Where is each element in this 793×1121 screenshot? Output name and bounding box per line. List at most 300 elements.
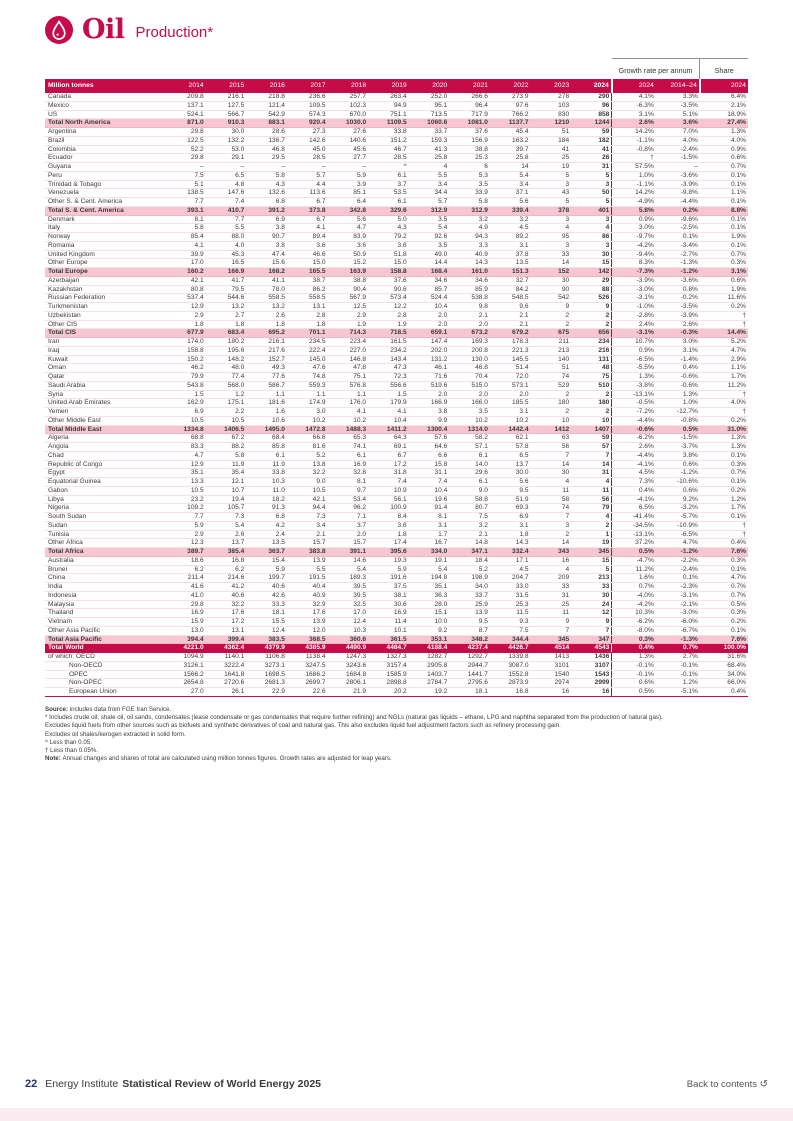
value-cell: 2 bbox=[531, 311, 572, 320]
value-cell: 11 bbox=[531, 486, 572, 495]
value-cell: 130.0 bbox=[449, 355, 490, 364]
row-label: Romania bbox=[45, 241, 165, 250]
table-row bbox=[45, 198, 748, 207]
share-cell: 2.9% bbox=[700, 355, 748, 364]
value-cell: 213 bbox=[531, 346, 572, 355]
growth-cell: 7.0% bbox=[656, 128, 700, 137]
value-cell: 542.9 bbox=[246, 110, 287, 119]
value-cell: 1210 bbox=[531, 119, 572, 128]
value-cell: 2.0 bbox=[449, 390, 490, 399]
value-cell: 5.6 bbox=[490, 198, 531, 207]
value-cell: 227.0 bbox=[328, 346, 369, 355]
value-cell: 394.4 bbox=[165, 635, 206, 644]
value-cell: 6.9 bbox=[165, 408, 206, 417]
value-cell: 1334.8 bbox=[165, 425, 206, 434]
value-cell: 3.2 bbox=[449, 521, 490, 530]
value-cell: 1413 bbox=[531, 653, 572, 662]
value-cell: 4379.9 bbox=[246, 644, 287, 653]
row-label: Venezuela bbox=[45, 189, 165, 198]
row-label: Peru bbox=[45, 171, 165, 180]
row-label: Yemen bbox=[45, 408, 165, 417]
value-cell: 41 bbox=[531, 145, 572, 154]
value-cell: 17.2 bbox=[368, 460, 409, 469]
value-cell: 9.5 bbox=[490, 486, 531, 495]
value-cell: 252.0 bbox=[409, 93, 450, 102]
value-cell: 27.3 bbox=[287, 128, 328, 137]
footnotes bbox=[45, 706, 750, 763]
value-cell: 17.1 bbox=[490, 556, 531, 565]
growth-cell: 0.2% bbox=[656, 206, 700, 215]
share-cell: 14.4% bbox=[700, 329, 748, 338]
growth-cell: -4.7% bbox=[612, 556, 656, 565]
value-cell: 45.0 bbox=[287, 145, 328, 154]
value-cell: 66.6 bbox=[287, 434, 328, 443]
share-cell: 1.1% bbox=[700, 364, 748, 373]
value-cell: 15.0 bbox=[287, 259, 328, 268]
value-cell: 2.0 bbox=[328, 530, 369, 539]
value-cell: 9.9 bbox=[409, 416, 450, 425]
value-cell: 766.2 bbox=[490, 110, 531, 119]
value-cell: 10.2 bbox=[287, 416, 328, 425]
value-cell: 28.5 bbox=[287, 154, 328, 163]
growth-cell: 1.3% bbox=[656, 390, 700, 399]
value-cell: 158.8 bbox=[368, 268, 409, 277]
value-cell: 78.0 bbox=[246, 285, 287, 294]
table-row bbox=[45, 574, 748, 583]
value-cell: 29.8 bbox=[165, 154, 206, 163]
value-cell: 659.1 bbox=[409, 329, 450, 338]
growth-cell: -3.6% bbox=[656, 276, 700, 285]
value-cell: 35.4 bbox=[206, 469, 247, 478]
value-cell: 329.6 bbox=[368, 206, 409, 215]
value-cell: 85.7 bbox=[409, 285, 450, 294]
value-cell: 2806.1 bbox=[328, 679, 369, 688]
value-cell: 2 bbox=[571, 320, 612, 329]
row-label: Mexico bbox=[45, 101, 165, 110]
value-cell: 4 bbox=[571, 513, 612, 522]
share-cell: 0.2% bbox=[700, 618, 748, 627]
growth-cell: 0.5% bbox=[656, 425, 700, 434]
growth-cell: 0.6% bbox=[612, 679, 656, 688]
value-cell: 94.3 bbox=[449, 233, 490, 242]
growth-cell: 37.2% bbox=[612, 539, 656, 548]
value-cell: 3.3 bbox=[449, 241, 490, 250]
value-cell: 1684.8 bbox=[328, 670, 369, 679]
value-cell: 180 bbox=[531, 399, 572, 408]
value-cell: 3.6 bbox=[328, 241, 369, 250]
value-cell: 4 bbox=[571, 478, 612, 487]
value-cell: 10.2 bbox=[328, 416, 369, 425]
value-cell: 131 bbox=[571, 355, 612, 364]
value-cell: 85.8 bbox=[246, 443, 287, 452]
footnote-line: † Less than 0.05%. bbox=[45, 747, 98, 755]
value-cell: 401 bbox=[571, 206, 612, 215]
share-cell: 0.1% bbox=[700, 224, 748, 233]
value-cell: 96.4 bbox=[449, 101, 490, 110]
growth-cell: -0.8% bbox=[656, 416, 700, 425]
value-cell: 34.4 bbox=[409, 189, 450, 198]
value-cell: 548.5 bbox=[490, 294, 531, 303]
value-cell: 19.1 bbox=[409, 556, 450, 565]
share-cell: 4.0% bbox=[700, 399, 748, 408]
value-cell: 6.8 bbox=[246, 198, 287, 207]
growth-cell: -1.5% bbox=[656, 154, 700, 163]
value-cell: 10.2 bbox=[490, 416, 531, 425]
value-cell: 35.1 bbox=[165, 469, 206, 478]
table-row bbox=[45, 128, 748, 137]
value-cell: 216 bbox=[571, 346, 612, 355]
value-cell: 3.4 bbox=[287, 521, 328, 530]
value-cell: 9 bbox=[531, 618, 572, 627]
growth-cell: -4.1% bbox=[612, 460, 656, 469]
growth-cell: -1.2% bbox=[656, 268, 700, 277]
share-cell: 5.2% bbox=[700, 338, 748, 347]
growth-cell: -3.4% bbox=[656, 241, 700, 250]
value-cell: 41.7 bbox=[206, 276, 247, 285]
value-cell: 13.9 bbox=[287, 556, 328, 565]
share-cell: † bbox=[700, 521, 748, 530]
value-cell: 14.4 bbox=[409, 259, 450, 268]
value-cell: 3243.6 bbox=[328, 661, 369, 670]
growth-cell: -0.1% bbox=[612, 670, 656, 679]
row-label: Italy bbox=[45, 224, 165, 233]
table-row bbox=[45, 679, 748, 688]
value-cell: 209 bbox=[531, 574, 572, 583]
value-cell: 1436 bbox=[571, 653, 612, 662]
value-cell: 51 bbox=[531, 128, 572, 137]
value-cell: 12.9 bbox=[165, 460, 206, 469]
growth-cell: 7.3% bbox=[612, 478, 656, 487]
value-cell: 12.3 bbox=[165, 539, 206, 548]
regional-total-row bbox=[45, 548, 748, 557]
growth-cell: -9.4% bbox=[612, 250, 656, 259]
value-cell: 6.7 bbox=[287, 198, 328, 207]
value-cell: 345 bbox=[571, 548, 612, 557]
value-cell: 1.1 bbox=[287, 390, 328, 399]
value-cell: 10.9 bbox=[368, 486, 409, 495]
growth-cell: 4.0% bbox=[656, 136, 700, 145]
value-cell: 1282.7 bbox=[409, 653, 450, 662]
year-column-header: 2014 bbox=[165, 79, 206, 93]
table-row bbox=[45, 399, 748, 408]
growth-cell: 0.5% bbox=[612, 688, 656, 697]
value-cell: 17.2 bbox=[206, 618, 247, 627]
value-cell: 3273.1 bbox=[246, 661, 287, 670]
value-cell: 216.1 bbox=[206, 93, 247, 102]
value-cell: 84.2 bbox=[490, 285, 531, 294]
growth-cell: 0.6% bbox=[656, 460, 700, 469]
value-cell: 363.7 bbox=[246, 548, 287, 557]
growth-cell: 4.1% bbox=[612, 93, 656, 102]
value-cell: 5 bbox=[531, 198, 572, 207]
table-row bbox=[45, 653, 748, 662]
page-number: 22 bbox=[25, 1078, 38, 1090]
growth-cell: -3.1% bbox=[612, 294, 656, 303]
growth-cell: 3.8% bbox=[656, 451, 700, 460]
table-row bbox=[45, 600, 748, 609]
value-cell: 57.6 bbox=[409, 434, 450, 443]
value-cell: 2 bbox=[571, 390, 612, 399]
value-cell: 25.8 bbox=[490, 154, 531, 163]
share-cell: 0.4% bbox=[700, 688, 748, 697]
share-cell: 0.4% bbox=[700, 539, 748, 548]
value-cell: 5.2 bbox=[287, 451, 328, 460]
growth-cell: 1.0% bbox=[656, 399, 700, 408]
value-cell: 2905.8 bbox=[409, 661, 450, 670]
row-label: Other CIS bbox=[45, 320, 165, 329]
growth-cell: -1.3% bbox=[656, 635, 700, 644]
growth-cell: 0.4% bbox=[612, 644, 656, 653]
row-label: Tunisia bbox=[45, 530, 165, 539]
value-cell: 25.9 bbox=[449, 600, 490, 609]
value-cell: 2.1 bbox=[449, 530, 490, 539]
value-cell: 16.9 bbox=[328, 460, 369, 469]
growth-cell: 0.9% bbox=[612, 346, 656, 355]
table-row bbox=[45, 145, 748, 154]
value-cell: 33.8 bbox=[246, 469, 287, 478]
value-cell: 3.4 bbox=[409, 180, 450, 189]
value-cell: 524.4 bbox=[409, 294, 450, 303]
value-cell: 198.9 bbox=[449, 574, 490, 583]
value-cell: 1411.2 bbox=[368, 425, 409, 434]
table-row bbox=[45, 390, 748, 399]
value-cell: 4.7 bbox=[165, 451, 206, 460]
value-cell: 204.7 bbox=[490, 574, 531, 583]
value-cell: 1.1 bbox=[328, 390, 369, 399]
value-cell: 85.1 bbox=[328, 189, 369, 198]
value-cell: 16 bbox=[531, 688, 572, 697]
value-cell: 2654.8 bbox=[165, 679, 206, 688]
table-row bbox=[45, 338, 748, 347]
value-cell: 40.9 bbox=[449, 250, 490, 259]
value-cell: 37.8 bbox=[490, 250, 531, 259]
value-cell: 16.8 bbox=[206, 556, 247, 565]
value-cell: 2 bbox=[531, 390, 572, 399]
value-cell: 200.8 bbox=[449, 346, 490, 355]
value-cell: 100.9 bbox=[368, 504, 409, 513]
share-cell: 0.2% bbox=[700, 416, 748, 425]
table-row bbox=[45, 154, 748, 163]
value-cell: 17.4 bbox=[368, 539, 409, 548]
row-label: Saudi Arabia bbox=[45, 381, 165, 390]
growth-cell: -3.8% bbox=[612, 381, 656, 390]
table-row bbox=[45, 495, 748, 504]
value-cell: 10 bbox=[531, 416, 572, 425]
value-cell: 6.9 bbox=[246, 215, 287, 224]
back-to-contents-label: Back to contents bbox=[686, 1079, 757, 1090]
value-cell: 30.0 bbox=[206, 128, 247, 137]
value-cell: 37.1 bbox=[490, 189, 531, 198]
value-cell: 5.4 bbox=[409, 224, 450, 233]
value-cell: 94.9 bbox=[368, 101, 409, 110]
value-cell: 29.8 bbox=[165, 600, 206, 609]
growth-cell: -6.3% bbox=[612, 101, 656, 110]
row-label: Qatar bbox=[45, 373, 165, 382]
value-cell: 3087.0 bbox=[490, 661, 531, 670]
growth-column-header: 2014–24 bbox=[656, 79, 700, 93]
value-cell: 6.1 bbox=[449, 451, 490, 460]
value-cell: 33.0 bbox=[490, 583, 531, 592]
value-cell: 19 bbox=[531, 163, 572, 172]
value-cell: 2.6 bbox=[206, 530, 247, 539]
value-cell: 4.2 bbox=[246, 521, 287, 530]
value-cell: 4.8 bbox=[206, 180, 247, 189]
value-cell: 26 bbox=[571, 154, 612, 163]
value-cell: 18.1 bbox=[246, 609, 287, 618]
value-cell: 1641.8 bbox=[206, 670, 247, 679]
value-cell: 33.7 bbox=[409, 128, 450, 137]
value-cell: 9.6 bbox=[490, 303, 531, 312]
growth-cell: -10.9% bbox=[656, 521, 700, 530]
value-cell: 17.6 bbox=[287, 609, 328, 618]
value-cell: 7.5 bbox=[449, 513, 490, 522]
growth-cell: -6.7% bbox=[656, 626, 700, 635]
value-cell: 2974 bbox=[531, 679, 572, 688]
value-cell: 1488.3 bbox=[328, 425, 369, 434]
value-cell: 140 bbox=[531, 355, 572, 364]
value-cell: 43 bbox=[531, 189, 572, 198]
value-cell: 158.8 bbox=[165, 346, 206, 355]
growth-cell: -1.1% bbox=[612, 136, 656, 145]
value-cell: 53.5 bbox=[368, 189, 409, 198]
value-cell: 18.4 bbox=[449, 556, 490, 565]
value-cell: 6.1 bbox=[246, 451, 287, 460]
value-cell: 159.3 bbox=[409, 136, 450, 145]
value-cell: 3222.4 bbox=[206, 661, 247, 670]
row-label: Total North America bbox=[45, 119, 165, 128]
value-cell: 27.0 bbox=[165, 688, 206, 697]
value-cell: 2.1 bbox=[449, 311, 490, 320]
value-cell: 1292.7 bbox=[449, 653, 490, 662]
share-cell: 0.7% bbox=[700, 163, 748, 172]
value-cell: 5.2 bbox=[449, 565, 490, 574]
value-cell: 49.0 bbox=[409, 250, 450, 259]
value-cell: 334.0 bbox=[409, 548, 450, 557]
value-cell: 1543 bbox=[571, 670, 612, 679]
value-cell: 165.5 bbox=[287, 268, 328, 277]
value-cell: 3.9 bbox=[328, 180, 369, 189]
row-label: Vietnam bbox=[45, 618, 165, 627]
value-cell: 18.2 bbox=[246, 495, 287, 504]
value-cell: 8.4 bbox=[368, 513, 409, 522]
value-cell: 18.6 bbox=[165, 556, 206, 565]
table-row bbox=[45, 110, 748, 119]
value-cell: 4221.0 bbox=[165, 644, 206, 653]
growth-cell: -34.5% bbox=[612, 521, 656, 530]
footnote-line: * Includes crude oil, shale oil, oil sands, condensates (lease condensate or gas condensates that require further refining) and NGLs (natural gas liquids – ethane, LPG and naphtha separated from the production of natural gas). bbox=[45, 714, 663, 722]
value-cell: 51.8 bbox=[368, 250, 409, 259]
value-cell: 4.3 bbox=[368, 224, 409, 233]
value-cell: 89.2 bbox=[490, 233, 531, 242]
value-cell: 2.6 bbox=[246, 311, 287, 320]
growth-cell: 4.7% bbox=[656, 539, 700, 548]
value-cell: 2720.6 bbox=[206, 679, 247, 688]
year-column-header: 2020 bbox=[409, 79, 450, 93]
back-to-contents-link[interactable] bbox=[687, 1079, 768, 1090]
value-cell: 176.0 bbox=[328, 399, 369, 408]
growth-cell: 3.0% bbox=[612, 224, 656, 233]
share-cell: † bbox=[700, 530, 748, 539]
value-cell: 5.5 bbox=[287, 565, 328, 574]
value-cell: 3.7 bbox=[328, 521, 369, 530]
share-cell: 0.6% bbox=[700, 276, 748, 285]
row-label: Iran bbox=[45, 338, 165, 347]
table-row bbox=[45, 539, 748, 548]
bottom-accent-strip bbox=[0, 1108, 793, 1121]
value-cell: 3.1 bbox=[490, 521, 531, 530]
table-row bbox=[45, 661, 748, 670]
value-cell: 10.6 bbox=[246, 416, 287, 425]
row-label: Equatorial Guinea bbox=[45, 478, 165, 487]
value-cell: 16.7 bbox=[409, 539, 450, 548]
row-label: Chad bbox=[45, 451, 165, 460]
value-cell: 3107 bbox=[571, 661, 612, 670]
value-cell: 360.6 bbox=[328, 635, 369, 644]
value-cell: 4.5 bbox=[490, 565, 531, 574]
growth-cell: 2.7% bbox=[656, 653, 700, 662]
table-row bbox=[45, 224, 748, 233]
value-cell: 7.7 bbox=[206, 215, 247, 224]
value-cell: 69.1 bbox=[368, 443, 409, 452]
value-cell: 31 bbox=[571, 469, 612, 478]
value-cell: 161.5 bbox=[368, 338, 409, 347]
value-cell: 3.4 bbox=[490, 180, 531, 189]
value-cell: 7.5 bbox=[165, 171, 206, 180]
value-cell: 347.1 bbox=[449, 548, 490, 557]
value-cell: 5.3 bbox=[449, 171, 490, 180]
value-cell: 13.8 bbox=[287, 460, 328, 469]
value-cell: 4385.9 bbox=[287, 644, 328, 653]
growth-cell: -6.5% bbox=[656, 530, 700, 539]
growth-cell: -1.0% bbox=[612, 303, 656, 312]
value-cell: 6.7 bbox=[287, 215, 328, 224]
row-label: European Union bbox=[45, 688, 165, 697]
growth-cell: 1.2% bbox=[656, 679, 700, 688]
table-row bbox=[45, 521, 748, 530]
value-cell: 353.1 bbox=[409, 635, 450, 644]
value-cell: 179.9 bbox=[368, 399, 409, 408]
share-cell: 31.0% bbox=[700, 425, 748, 434]
row-label: Kazakhstan bbox=[45, 285, 165, 294]
value-cell: 14.0 bbox=[449, 460, 490, 469]
table-row bbox=[45, 451, 748, 460]
value-cell: – bbox=[287, 163, 328, 172]
share-cell: 0.1% bbox=[700, 451, 748, 460]
value-cell: 5.9 bbox=[368, 565, 409, 574]
growth-cell: -3.9% bbox=[656, 180, 700, 189]
value-cell: 53.4 bbox=[328, 495, 369, 504]
value-cell: 169.3 bbox=[449, 338, 490, 347]
value-cell: 16.9 bbox=[165, 609, 206, 618]
value-cell: 12.0 bbox=[287, 626, 328, 635]
value-cell: 45.6 bbox=[328, 145, 369, 154]
value-cell: 15.0 bbox=[368, 259, 409, 268]
value-cell: 1.9 bbox=[328, 320, 369, 329]
value-cell: 9.3 bbox=[490, 618, 531, 627]
value-cell: 152 bbox=[531, 268, 572, 277]
value-cell: 65.3 bbox=[328, 434, 369, 443]
value-cell: 8.7 bbox=[449, 626, 490, 635]
value-cell: 30 bbox=[531, 276, 572, 285]
value-cell: 2999 bbox=[571, 679, 612, 688]
value-cell: 145.0 bbox=[287, 355, 328, 364]
value-cell: 567.9 bbox=[328, 294, 369, 303]
share-cell: 2.1% bbox=[700, 101, 748, 110]
value-cell: 48.0 bbox=[206, 364, 247, 373]
value-cell: 4 bbox=[531, 224, 572, 233]
value-cell: 50 bbox=[571, 189, 612, 198]
value-cell: 40.6 bbox=[246, 583, 287, 592]
